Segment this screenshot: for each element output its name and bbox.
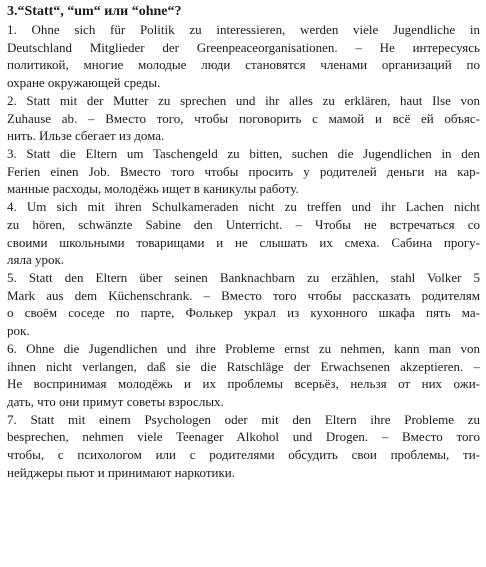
text-line: чтобы, с психологом или с родителями обсудить свои проблемы, ти- [7,447,480,462]
text-line: ihnen nicht verlangen, daß sie die Ratschläge der Erwachsenen akzeptieren. – [7,359,480,374]
text-line: Не воспринимая молодёжь и их проблемы всерьёз, нельзя от них ожи- [7,376,480,391]
text-line: Zuhause ab. – Вместо того, чтобы поговорить с мамой и всё ей объяс- [7,111,480,126]
text-line: 7. Statt mit einem Psychologen oder mit den Eltern ihre Probleme zu [7,412,480,427]
text-line: дать, что они примут советы взрослых. [7,394,224,409]
text-line: Ferien einen Job. Вместо того чтобы просить у родителей деньги на кар- [7,164,480,179]
text-line: нить. Ильзе сбегает из дома. [7,128,165,143]
text-line: политикой, многие молодые люди становятся членами организаций по [7,57,480,72]
text-line: 1. Ohne sich für Politik zu interessieren, werden viele Jugendliche in [7,22,480,37]
text-line: besprechen, nehmen viele Teenager Alkohol und Drogen. – Вместо того [7,429,480,444]
text-line: о своём соседе по парте, Фолькер украл из кухонного шкафа пять ма- [7,305,480,320]
text-line: Mark aus dem Küchenschrank. – Вместо того чтобы рассказать родителям [7,288,480,303]
text-line: манные расходы, молодёжь ищет в каникулы работу. [7,181,299,196]
text-line: охране окружающей среды. [7,75,161,90]
text-line: своими школьными товарищами и не слышать их смеха. Сабина прогу- [7,235,480,250]
text-line: 6. Ohne die Jugendlichen und ihre Probleme ernst zu nehmen, kann man von [7,341,480,356]
text-line: 4. Um sich mit ihren Schulkameraden nicht zu treffen und ihr Lachen nicht [7,199,480,214]
text-line: рок. [7,323,30,338]
exercise-heading: 3.“Statt“, “um“ или “ohne“? [7,4,182,19]
text-line: 3. Statt die Eltern um Taschengeld zu bitten, suchen die Jugendlichen in den [7,146,480,161]
text-line: 5. Statt den Eltern über seinen Banknachbarn zu erzählen, stahl Volker 5 [7,270,480,285]
text-line: Deutschland Mitglieder der Greenpeaceorganisationen. – Не интересуясь [7,40,480,55]
text-line: нейджеры пьют и принимают наркотики. [7,465,236,480]
text-line: ляла урок. [7,252,65,267]
text-line: 2. Statt mit der Mutter zu sprechen und ihr alles zu erklären, haut Ilse von [7,93,480,108]
text-line: zu hören, schwänzte Sabine den Unterricht. – Чтобы не встречаться со [7,217,480,232]
